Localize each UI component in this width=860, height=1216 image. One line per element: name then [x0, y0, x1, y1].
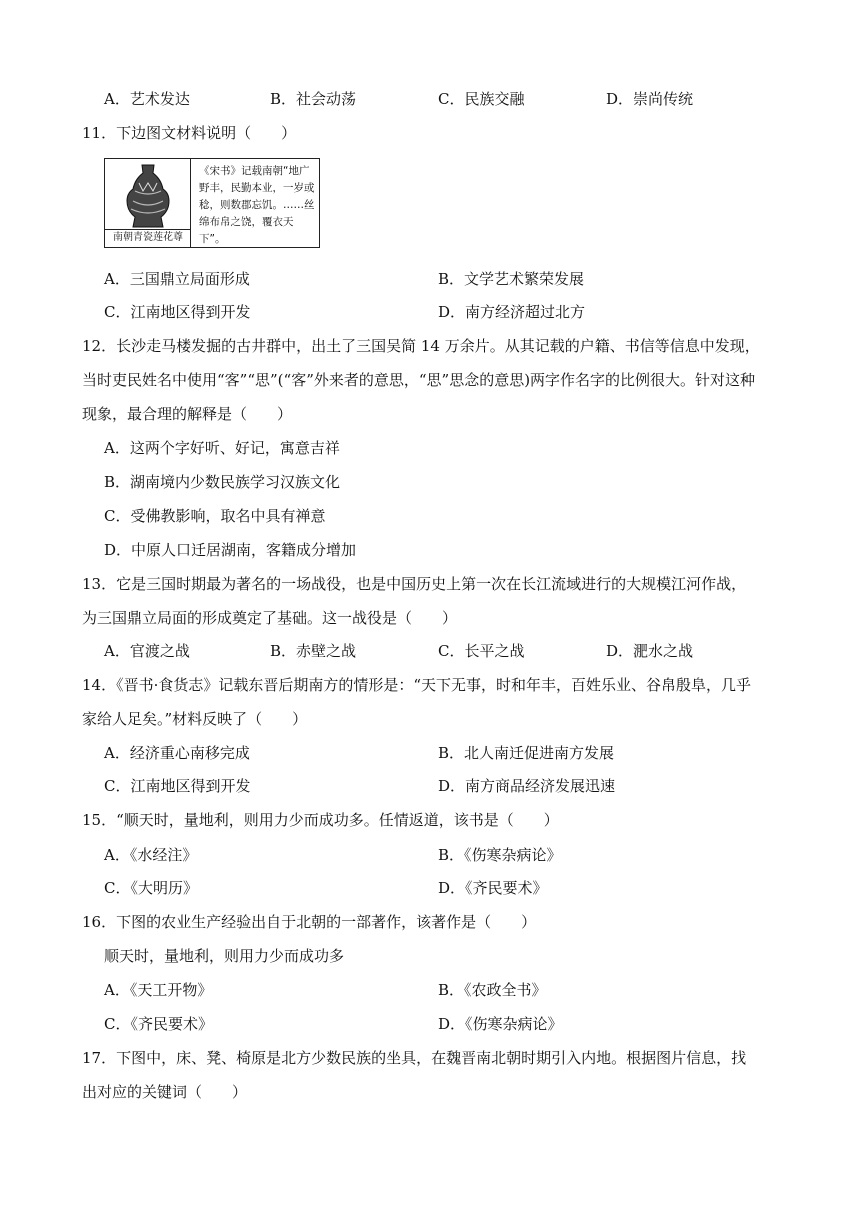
figure-caption: 南朝青瓷莲花尊: [105, 229, 191, 247]
q14-option-a: A．经济重心南移完成: [104, 744, 250, 762]
q13-option-b: B．赤壁之战: [270, 642, 357, 660]
q12-stem-line-2: 当时吏民姓名中使用“客”“思”(“客”外来者的意思，“思”思念的意思)两字作名字的比例很大。针对这种: [82, 371, 756, 389]
q16-option-a: A．《天工开物》: [104, 981, 213, 999]
vase-image: [105, 159, 191, 247]
q15-option-d: D．《齐民要术》: [438, 879, 548, 897]
figure-quote: 《宋书》记载南朝“地广野丰，民勤本业，一岁或稔，则数郡忘饥。……丝绵布帛之饶，覆衣天下”。: [199, 165, 315, 245]
q11-stem: 11．下边图文材料说明（ ）: [82, 124, 297, 142]
q15-option-b: B．《伤寒杂病论》: [438, 846, 562, 864]
q15-option-a: A．《水经注》: [104, 846, 198, 864]
q11-option-b: B．文学艺术繁荣发展: [438, 270, 585, 288]
q16-quote: 顺天时，量地利，则用力少而成功多: [104, 947, 345, 965]
q15-stem: 15．“顺天时，量地利，则用力少而成功多。任情返道，该书是（ ）: [82, 811, 559, 829]
q10-option-d: D．崇尚传统: [606, 90, 694, 108]
q14-option-c: C．江南地区得到开发: [104, 777, 251, 795]
q16-option-c: C．《齐民要术》: [104, 1015, 213, 1033]
q14-stem-line-2: 家给人足矣。”材料反映了（ ）: [82, 710, 308, 728]
q11-option-c: C．江南地区得到开发: [104, 303, 251, 321]
q14-stem-line-1: 14．《晋书·食货志》记载东晋后期南方的情形是：“天下无事，时和年丰，百姓乐业、谷帛殷阜，几乎: [82, 676, 752, 694]
q13-stem-line-1: 13．它是三国时期最为著名的一场战役，也是中国历史上第一次在长江流域进行的大规模江河作战，: [82, 575, 747, 593]
q11-option-d: D．南方经济超过北方: [438, 303, 586, 321]
q11-option-a: A．三国鼎立局面形成: [104, 270, 250, 288]
q14-option-d: D．南方商品经济发展迅速: [438, 777, 616, 795]
q16-stem: 16．下图的农业生产经验出自于北朝的一部著作，该著作是（ ）: [82, 913, 537, 931]
q10-option-a: A．艺术发达: [104, 90, 190, 108]
q12-stem-line-3: 现象，最合理的解释是（ ）: [82, 405, 293, 423]
q17-stem-line-1: 17．下图中，床、凳、椅原是北方少数民族的坐具，在魏晋南北朝时期引入内地。根据图片信息，找: [82, 1049, 747, 1067]
q11-figure: [104, 158, 320, 248]
q12-option-b: B．湖南境内少数民族学习汉族文化: [104, 473, 341, 491]
q15-option-c: C．《大明历》: [104, 879, 198, 897]
q10-option-b: B．社会动荡: [270, 90, 357, 108]
q12-option-a: A．这两个字好听、好记，寓意吉祥: [104, 439, 340, 457]
q13-stem-line-2: 为三国鼎立局面的形成奠定了基础。这一战役是（ ）: [82, 609, 458, 627]
q13-option-a: A．官渡之战: [104, 642, 190, 660]
q16-option-b: B．《农政全书》: [438, 981, 547, 999]
q12-stem-line-1: 12．长沙走马楼发掘的古井群中，出土了三国吴简 14 万余片。从其记载的户籍、书信等信息中发现，: [82, 337, 760, 355]
q12-option-c: C．受佛教影响，取名中具有禅意: [104, 507, 326, 525]
q14-option-b: B．北人南迁促进南方发展: [438, 744, 615, 762]
q17-stem-line-2: 出对应的关键词（ ）: [82, 1083, 248, 1101]
q13-option-c: C．长平之战: [438, 642, 525, 660]
q12-option-d: D．中原人口迁居湖南，客籍成分增加: [104, 541, 357, 559]
q16-option-d: D．《伤寒杂病论》: [438, 1015, 563, 1033]
q13-option-d: D．淝水之战: [606, 642, 694, 660]
q10-option-c: C．民族交融: [438, 90, 525, 108]
lotus-vase-icon: [125, 163, 171, 229]
